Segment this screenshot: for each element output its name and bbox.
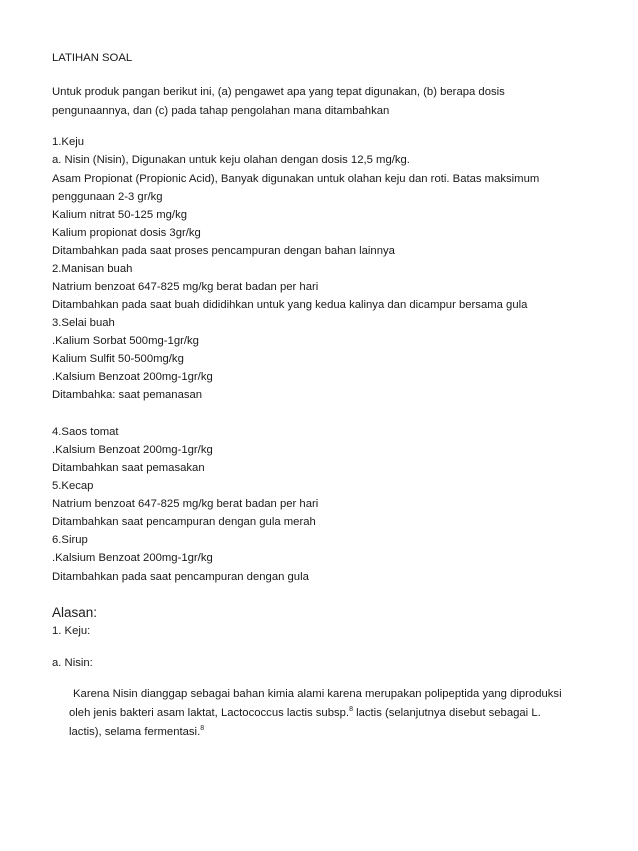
sirup-line: .Kalsium Benzoat 200mg-1gr/kg (52, 552, 213, 564)
citation-superscript: 8 (200, 725, 205, 733)
keju-line: a. Nisin (Nisin), Digunakan untuk keju olahan dengan dosis 12,5 mg/kg. (52, 154, 410, 166)
nisin-paragraph-line-3 (69, 725, 204, 739)
selai-line: Ditambahka: saat pemanasan (52, 389, 203, 401)
saos-line: .Kalsium Benzoat 200mg-1gr/kg (52, 444, 213, 456)
sirup-title: 6.Sirup (52, 534, 88, 546)
alasan-subheading-keju: 1. Keju: (52, 625, 91, 637)
nisin-paragraph-line-1: Karena Nisin dianggap sebagai bahan kimia alami karena merupakan polipeptida yang diproduksi (73, 688, 562, 700)
sirup-line: Ditambahkan pada saat pencampuran dengan gula (52, 571, 309, 583)
saos-line: Ditambahkan saat pemasakan (52, 462, 205, 474)
keju-line: Kalium propionat dosis 3gr/kg (52, 227, 201, 239)
nisin-text: oleh jenis bakteri asam laktat, Lactococcus lactis subsp. (69, 707, 350, 719)
intro-line-1: Untuk produk pangan berikut ini, (a) pengawet apa yang tepat digunakan, (b) berapa dosis (52, 86, 505, 98)
nisin-text: lactis), selama fermentasi. (69, 726, 201, 738)
manisan-line: Ditambahkan pada saat buah dididihkan untuk yang kedua kalinya dan dicampur bersama gula (52, 299, 528, 311)
saos-title: 4.Saos tomat (52, 426, 119, 438)
manisan-title: 2.Manisan buah (52, 263, 133, 275)
citation-superscript: 8 (349, 706, 353, 714)
selai-line: Kalium Sulfit 50-500mg/kg (52, 353, 184, 365)
keju-line: Kalium nitrat 50-125 mg/kg (52, 209, 188, 221)
selai-line: .Kalsium Benzoat 200mg-1gr/kg (52, 371, 213, 383)
kecap-title: 5.Kecap (52, 480, 94, 492)
alasan-subheading-nisin: a. Nisin: (52, 657, 93, 669)
nisin-text: lactis (selanjutnya disebut sebagai L. (352, 707, 541, 719)
alasan-title: Alasan: (52, 605, 98, 620)
keju-line: Asam Propionat (Propionic Acid), Banyak digunakan untuk olahan keju dan roti. Batas maksimum (52, 173, 540, 185)
intro-line-2: pengunaannya, dan (c) pada tahap pengolahan mana ditambahkan (52, 105, 390, 117)
kecap-line: Natrium benzoat 647-825 mg/kg berat badan per hari (52, 498, 319, 510)
keju-line: Ditambahkan pada saat proses pencampuran dengan bahan lainnya (52, 245, 395, 257)
manisan-line: Natrium benzoat 647-825 mg/kg berat badan per hari (52, 281, 319, 293)
selai-line: .Kalium Sorbat 500mg-1gr/kg (52, 335, 199, 347)
doc-heading: LATIHAN SOAL (52, 52, 133, 64)
keju-line: penggunaan 2-3 gr/kg (52, 191, 163, 203)
kecap-line: Ditambahkan saat pencampuran dengan gula merah (52, 516, 316, 528)
nisin-paragraph-line-2 (69, 706, 541, 720)
keju-title: 1.Keju (52, 136, 85, 148)
selai-title: 3.Selai buah (52, 317, 115, 329)
